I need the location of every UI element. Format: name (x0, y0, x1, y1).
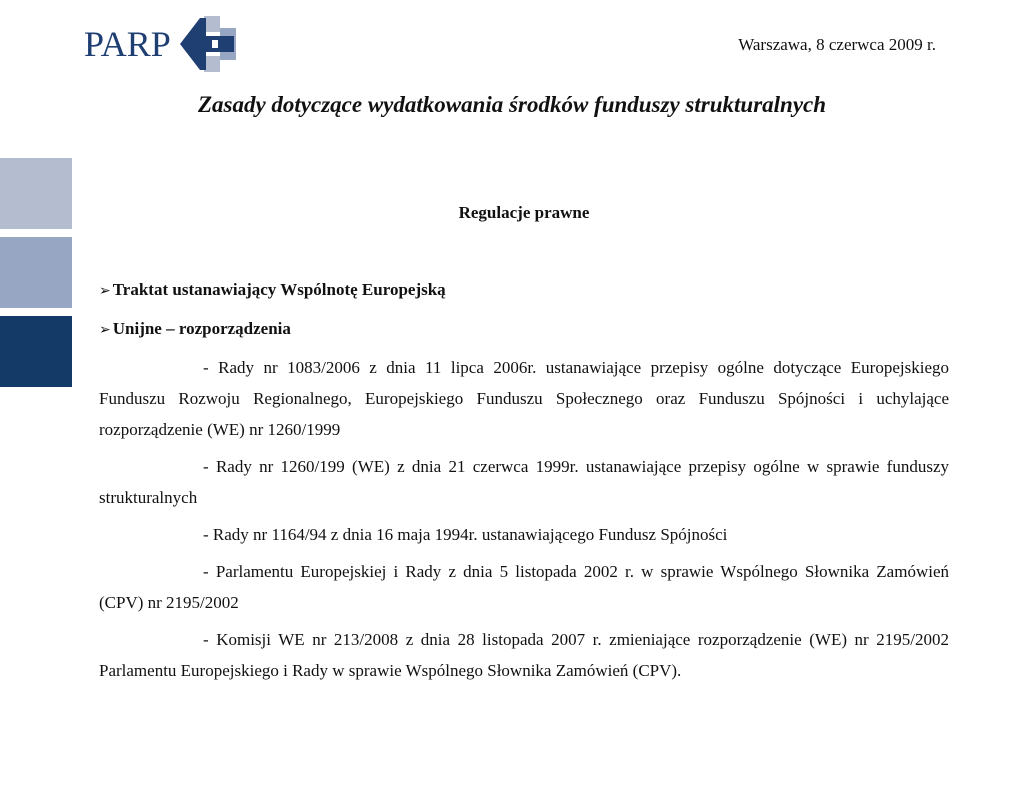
regulation-item: - Rady nr 1083/2006 z dnia 11 lipca 2006r. ustanawiające przepisy ogólne dotyczące Europejskiego Funduszu Rozwoju Regionalnego, Europejskiego Funduszu Społecznego oraz Funduszu Spójności i uchylające rozporządzenie (WE) nr 1260/1999 (99, 358, 949, 439)
logo-text: PARP (84, 24, 171, 64)
arrow-bullet-icon: ➢ (99, 283, 111, 299)
side-block-mid (0, 237, 72, 308)
arrow-bullet-icon: ➢ (99, 322, 111, 338)
regulation-item: - Parlamentu Europejskiej i Rady z dnia 5 listopada 2002 r. w sprawie Wspólnego Słownika Zamówień (CPV) nr 2195/2002 (99, 562, 949, 612)
section-subtitle: Regulacje prawne (458, 203, 590, 222)
bullet-item-regulations (99, 313, 949, 346)
document-date: Warszawa, 8 czerwca 2009 r. (738, 35, 936, 54)
content-body (99, 274, 949, 692)
parp-logo (84, 14, 244, 74)
regulation-item: - Rady nr 1164/94 z dnia 16 maja 1994r. ustanawiającego Fundusz Spójności (203, 525, 728, 544)
bullet-item-treaty (99, 274, 949, 307)
page-title: Zasady dotyczące wydatkowania środków funduszy strukturalnych (197, 92, 827, 117)
parp-logo-mark-icon (176, 14, 238, 74)
regulation-item: - Rady nr 1260/199 (WE) z dnia 21 czerwca 1999r. ustanawiające przepisy ogólne w sprawie funduszy strukturalnych (99, 457, 949, 507)
side-block-dark (0, 316, 72, 387)
regulation-item: - Komisji WE nr 213/2008 z dnia 28 listopada 2007 r. zmieniające rozporządzenie (WE) nr 2195/2002 Parlamentu Europejskiego i Rady w sprawie Wspólnego Słownika Zamówień (CPV). (99, 630, 949, 680)
bullet-label: Unijne – rozporządzenia (112, 319, 291, 338)
bullet-label: Traktat ustanawiający Wspólnotę Europejską (112, 280, 446, 299)
